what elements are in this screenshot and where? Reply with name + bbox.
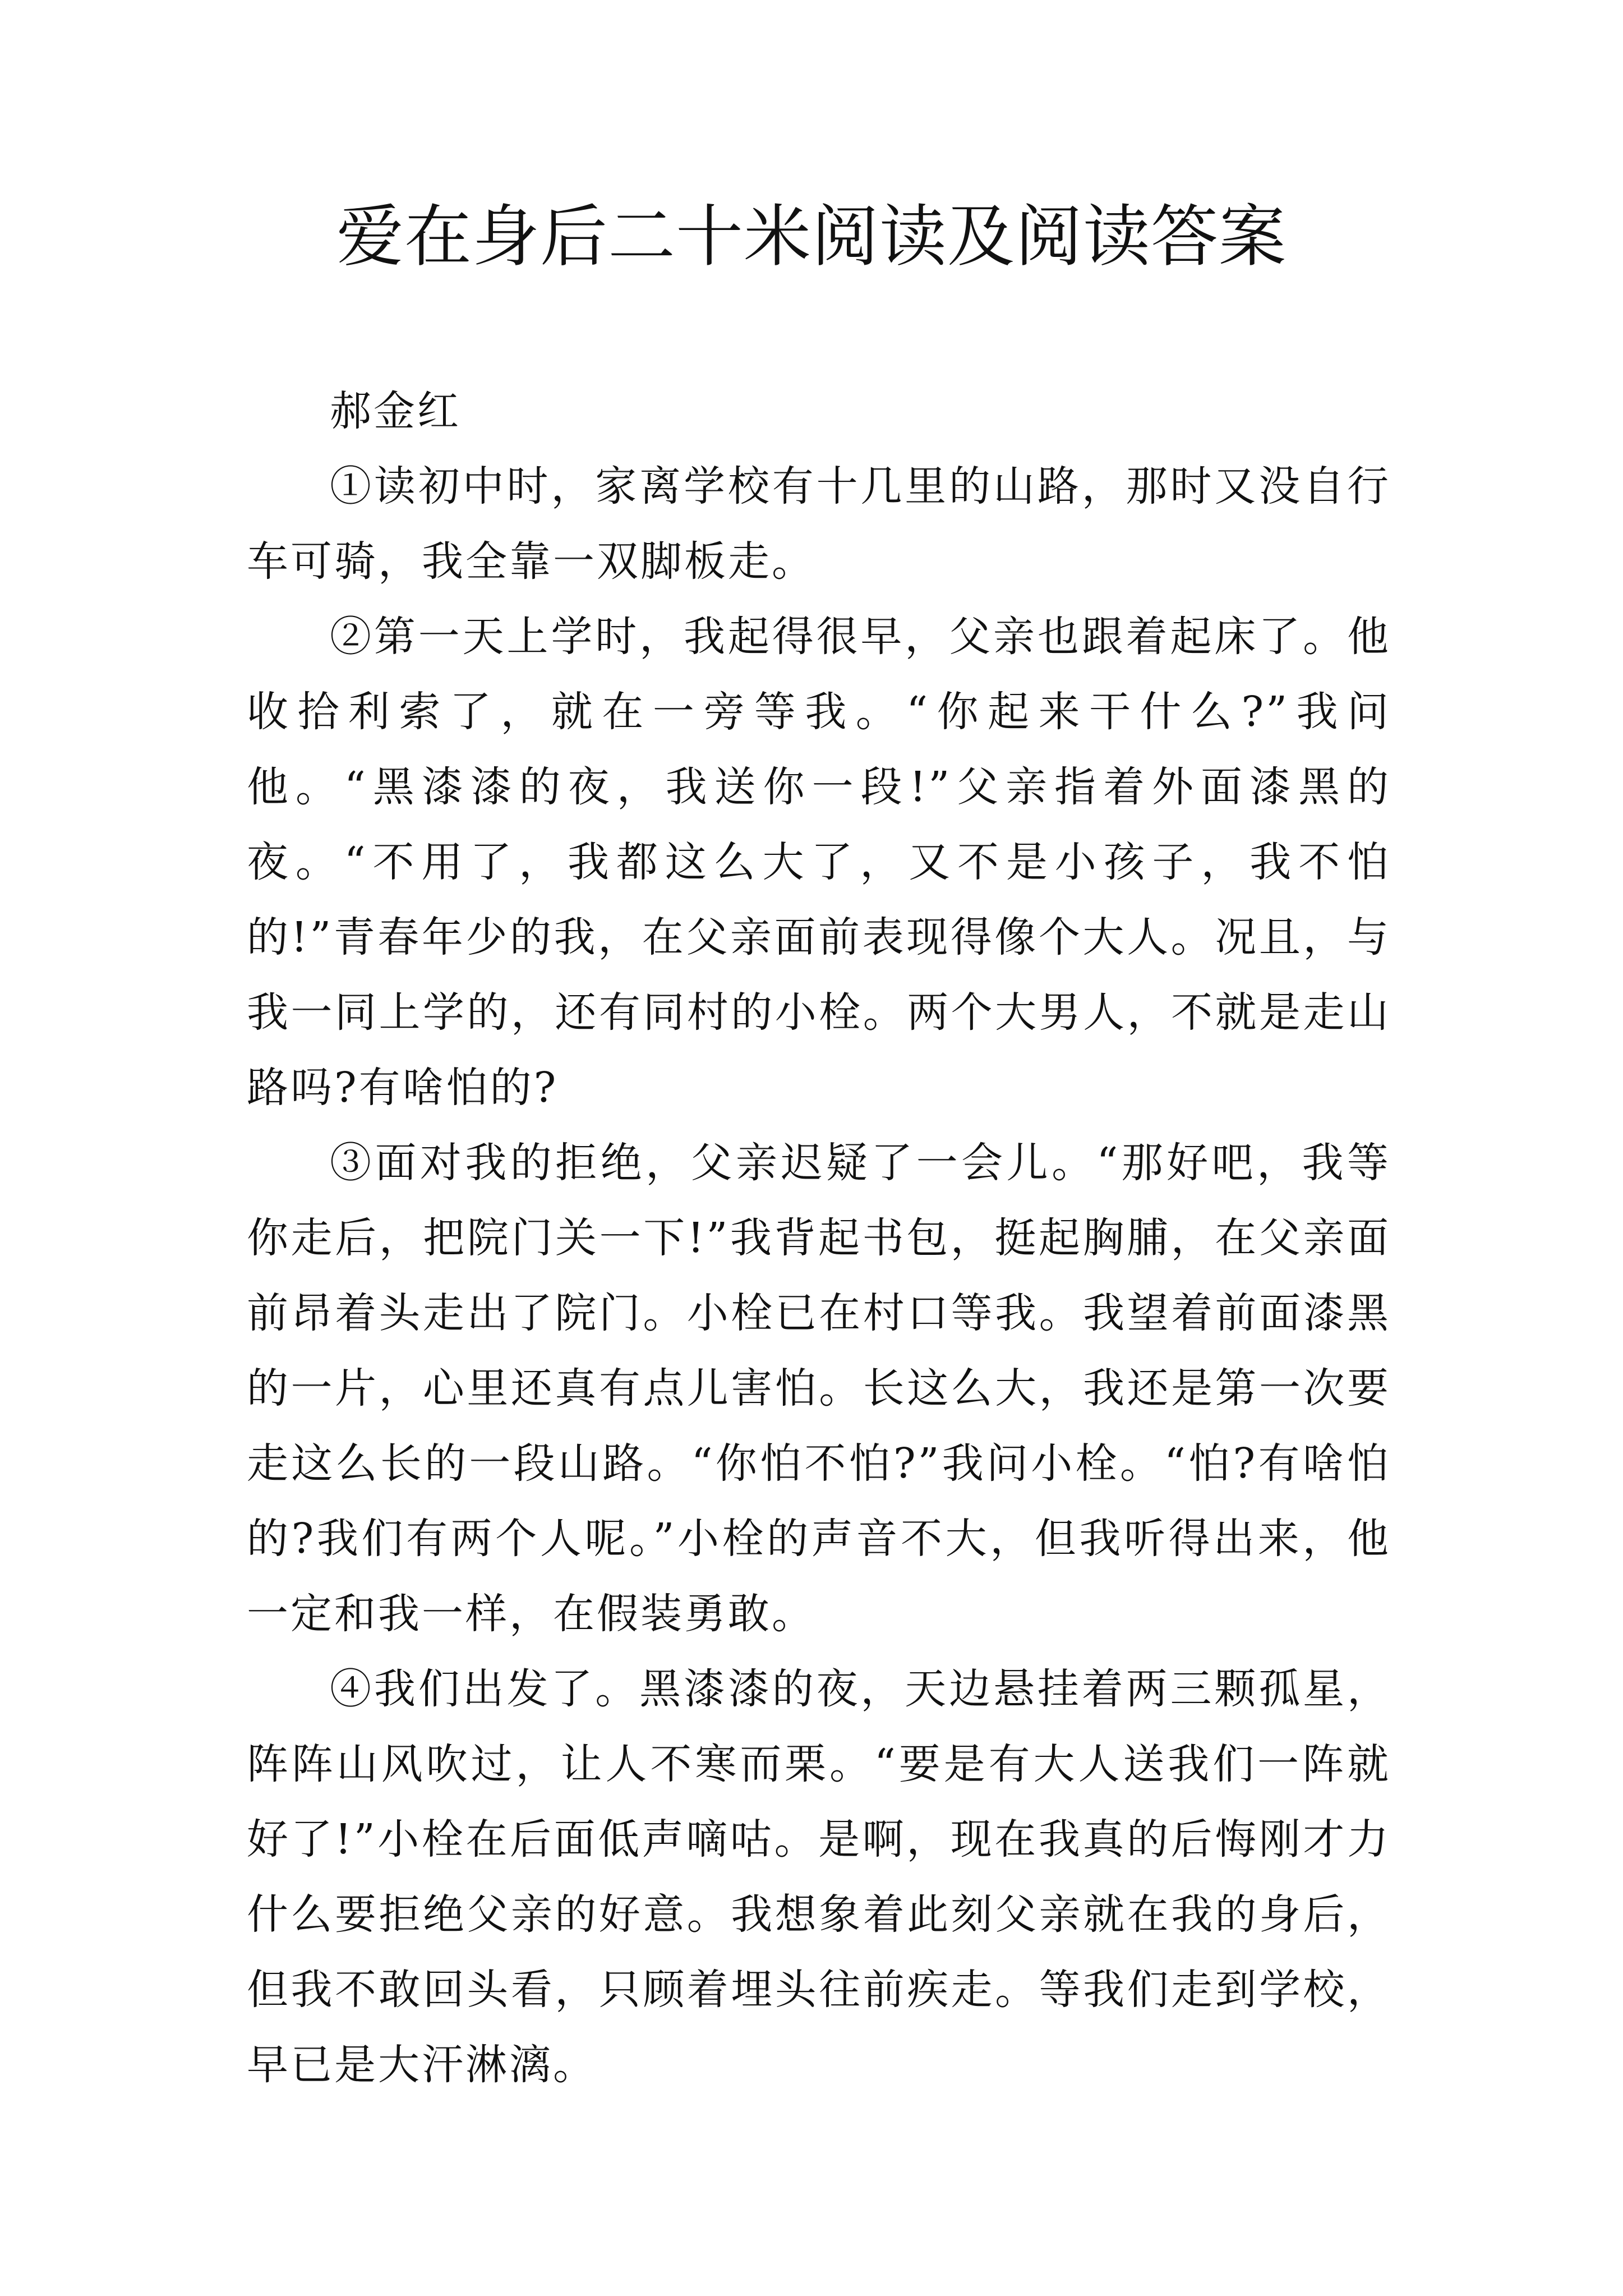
paragraph-4: ④我们出发了。黑漆漆的夜，天边悬挂着两三颗孤星，阵阵山风吹过，让人不寒而栗。“要是有大人送我们一阵就好了!”小栓在后面低声嘀咕。是啊，现在我真的后悔刚才力什么要拒绝父亲的好意。我想象着此刻父亲就在我的身后，但我不敢回头看，只顾着埋头往前疾走。等我们走到学校，早已是大汗淋漓。 bbox=[247, 1665, 1391, 2089]
document-title: 爱在身后二十米阅读及阅读答案 bbox=[336, 198, 1287, 276]
author-name: 郝金红 bbox=[330, 387, 461, 435]
article-body bbox=[247, 374, 1391, 2102]
paragraph-2: ②第一天上学时，我起得很早，父亲也跟着起床了。他收拾利索了，就在一旁等我。“你起来干什么?”我问他。“黑漆漆的夜，我送你一段!”父亲指着外面漆黑的夜。“不用了，我都这么大了，又不是小孩子，我不怕的!”青春年少的我，在父亲面前表现得像个大人。况且，与我一同上学的，还有同村的小栓。两个大男人，不就是走山路吗?有啥怕的? bbox=[247, 613, 1391, 1112]
paragraph-1: ①读初中时，家离学校有十几里的山路，那时又没自行车可骑，我全靠一双脚板走。 bbox=[247, 462, 1391, 586]
paragraph-3: ③面对我的拒绝，父亲迟疑了一会儿。“那好吧，我等你走后，把院门关一下!”我背起书包，挺起胸脯，在父亲面前昂着头走出了院门。小栓已在村口等我。我望着前面漆黑的一片，心里还真有点儿害怕。长这么大，我还是第一次要走这么长的一段山路。“你怕不怕?”我问小栓。“怕?有啥怕的?我们有两个人呢。”小栓的声音不大，但我听得出来，他一定和我一样，在假装勇敢。 bbox=[247, 1139, 1391, 1638]
